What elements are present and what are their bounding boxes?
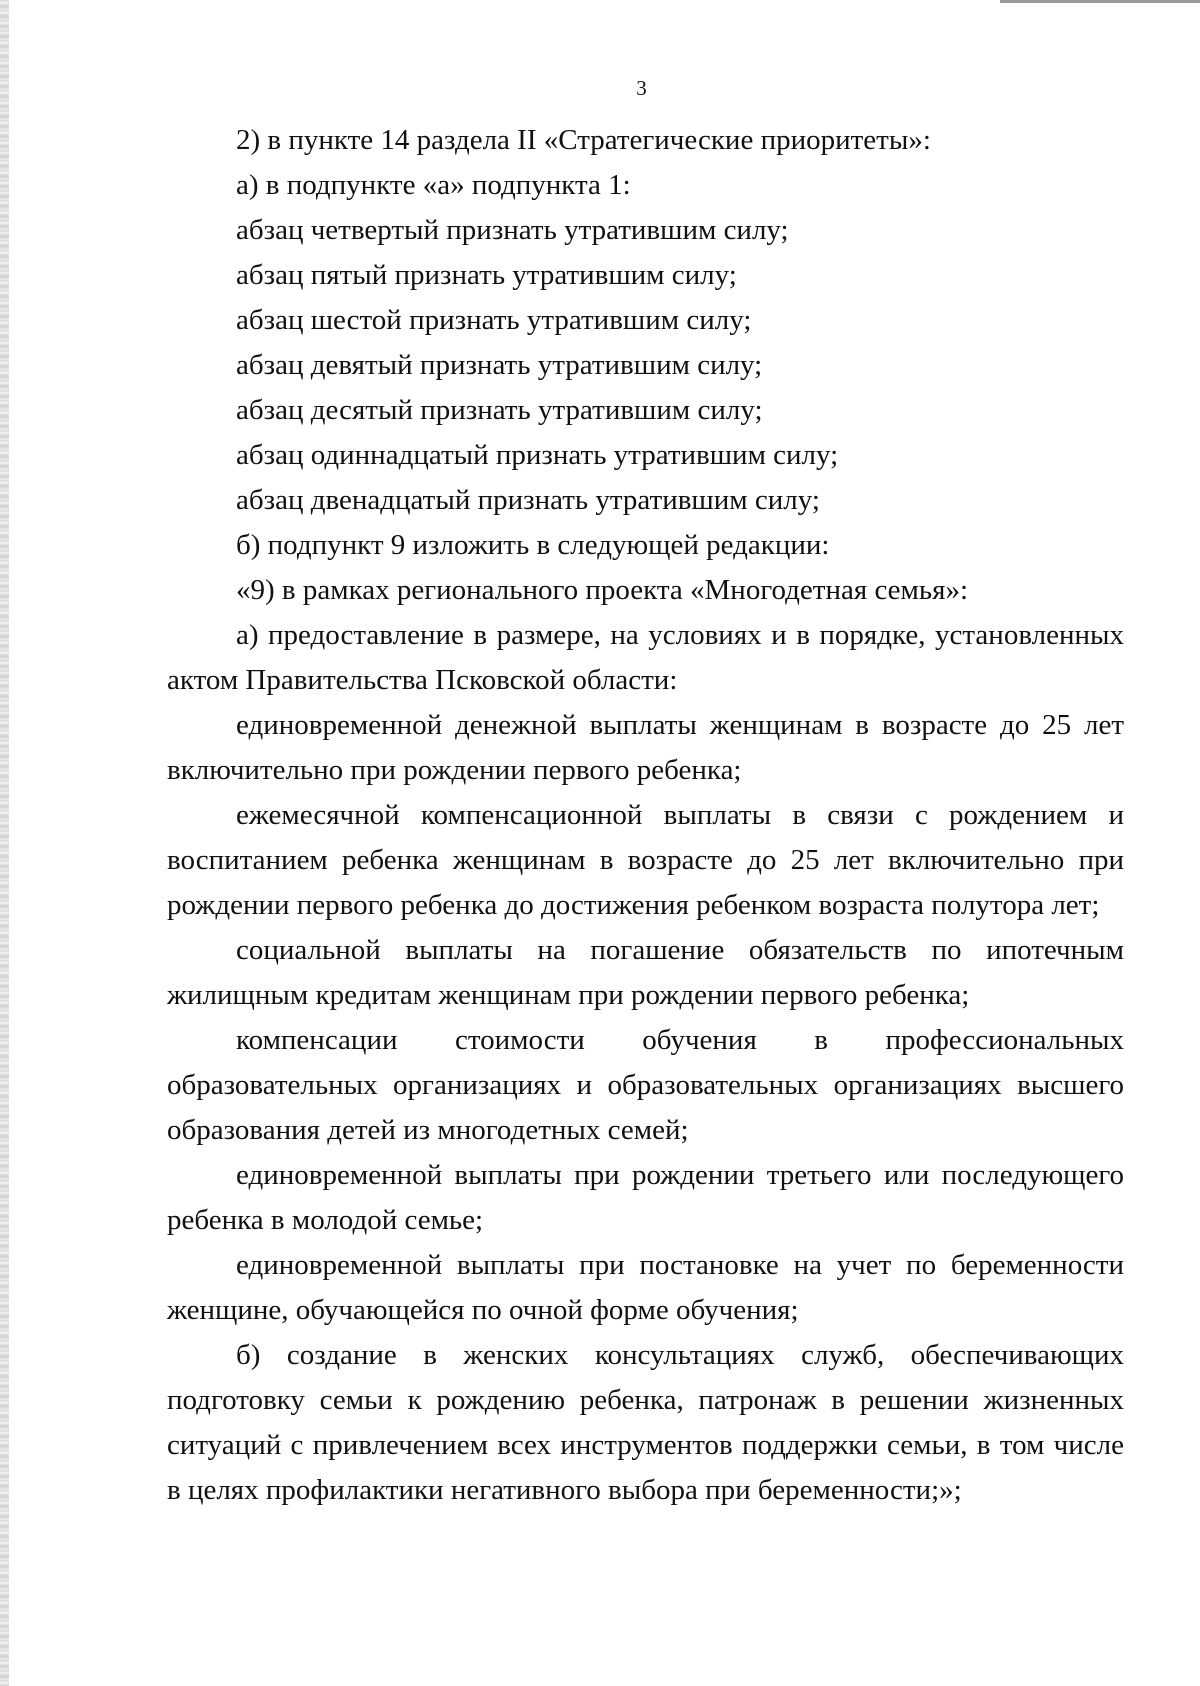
paragraph-subitem-a: а) в подпункте «а» подпункта 1: [236, 169, 631, 201]
paragraph-abzac-11: абзац одиннадцатый признать утратившим силу; [236, 439, 839, 471]
paragraph-item-9b: б) создание в женских консультациях служб, обеспечивающих подготовку семьи к рождению ребенка, патронаж в решении жизненных ситуаций с привлечением всех инструментов поддержки семьи, в том числе в целях профилактики негативного выбора при беременности;»; [167, 1339, 1124, 1506]
paragraph-abzac-10: абзац десятый признать утратившим силу; [236, 394, 763, 426]
paragraph-subitem-b: б) подпункт 9 изложить в следующей редакции: [236, 529, 830, 561]
paragraph-item-2: 2) в пункте 14 раздела II «Стратегические приоритеты»: [236, 124, 931, 156]
paragraph-payment-third-child: единовременной выплаты при рождении третьего или последующего ребенка в молодой семье; [167, 1159, 1124, 1236]
document-body [167, 118, 1124, 1513]
paragraph-abzac-5: абзац пятый признать утратившим силу; [236, 259, 737, 291]
page-number: 3 [636, 76, 647, 100]
paragraph-payment-education: компенсации стоимости обучения в профессиональных образовательных организациях и образовательных организациях высшего образования детей из многодетных семей; [167, 1024, 1124, 1146]
paragraph-item-9-title: «9) в рамках регионального проекта «Многодетная семья»: [236, 574, 969, 606]
scan-top-edge [1000, 0, 1200, 3]
paragraph-abzac-4: абзац четвертый признать утратившим силу; [236, 214, 789, 246]
paragraph-abzac-9: абзац девятый признать утратившим силу; [236, 349, 763, 381]
paragraph-payment-pregnancy: единовременной выплаты при постановке на учет по беременности женщине, обучающейся по очной форме обучения; [167, 1249, 1124, 1326]
paragraph-payment-monthly: ежемесячной компенсационной выплаты в связи с рождением и воспитанием ребенка женщинам в возрасте до 25 лет включительно при рождении первого ребенка до достижения ребенком возраста полутора лет; [167, 799, 1124, 921]
paragraph-payment-lump-sum: единовременной денежной выплаты женщинам в возрасте до 25 лет включительно при рождении первого ребенка; [167, 709, 1124, 786]
paragraph-abzac-12: абзац двенадцатый признать утратившим силу; [236, 484, 820, 516]
paragraph-abzac-6: абзац шестой признать утратившим силу; [236, 304, 752, 336]
scan-left-edge [0, 0, 9, 1686]
paragraph-item-9a: а) предоставление в размере, на условиях и в порядке, установленных актом Правительства Псковской области: [167, 619, 1124, 696]
paragraph-payment-mortgage: социальной выплаты на погашение обязательств по ипотечным жилищным кредитам женщинам при рождении первого ребенка; [167, 934, 1124, 1011]
